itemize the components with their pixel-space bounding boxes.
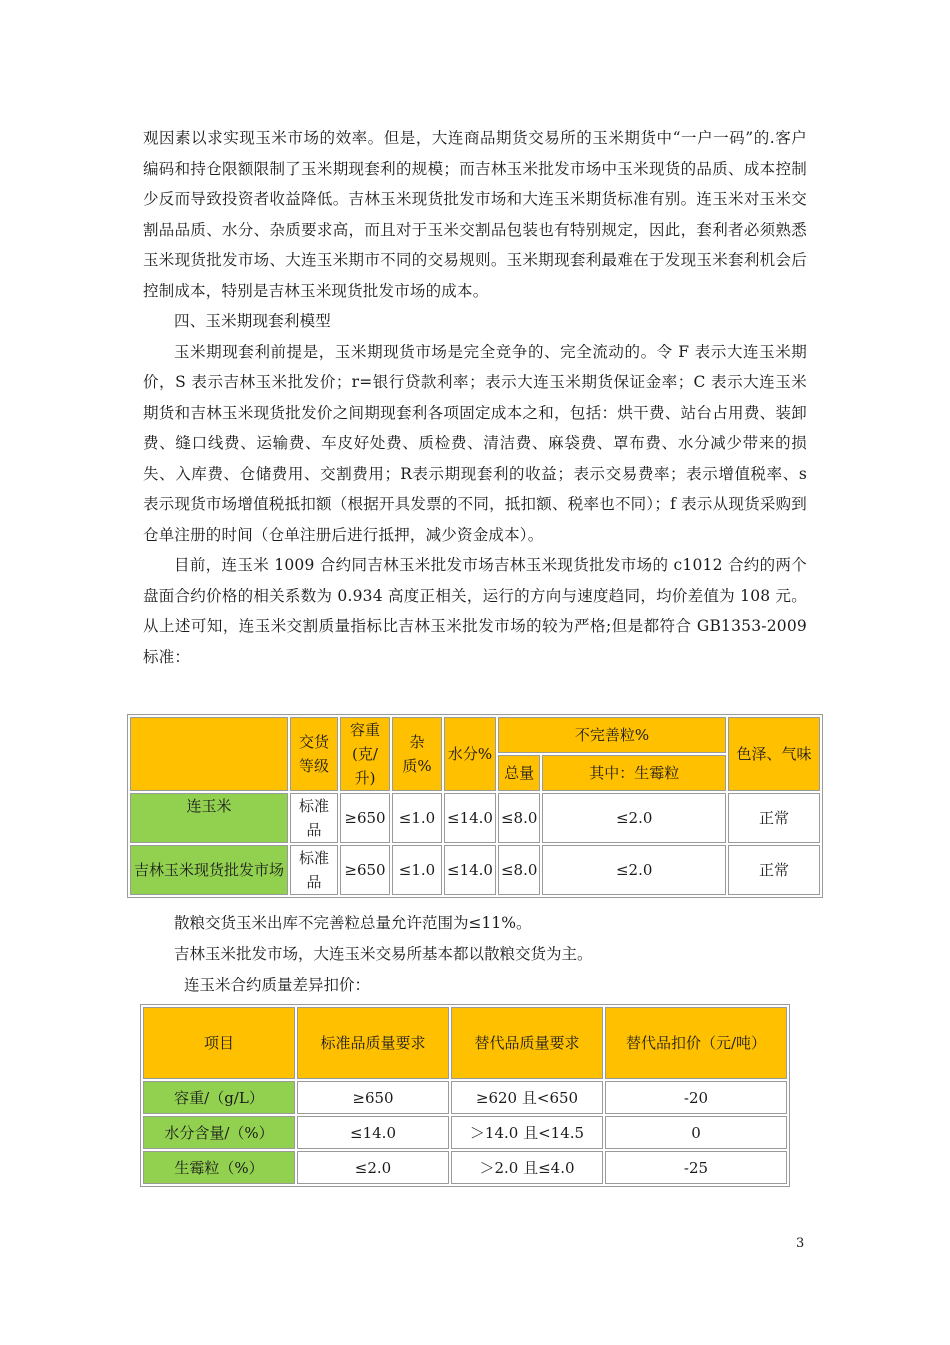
table2-cell: ≤14.0 xyxy=(297,1116,449,1149)
quality-standards-table xyxy=(127,714,823,898)
table2-row-label: 容重/（g/L） xyxy=(143,1081,295,1114)
table2-row-label: 水分含量/（%） xyxy=(143,1116,295,1149)
body-text xyxy=(143,123,807,672)
table2-cell: ＞14.0 且<14.5 xyxy=(451,1116,603,1149)
page-number: 3 xyxy=(796,1236,805,1251)
note-2: 吉林玉米批发市场，大连玉米交易所基本都以散粮交货为主。 xyxy=(174,945,593,963)
table2-cell: -25 xyxy=(605,1151,787,1184)
table1-cell: ≥650 xyxy=(340,793,390,843)
table1-cell: 标准品 xyxy=(290,793,338,843)
table2-cell: ≥650 xyxy=(297,1081,449,1114)
table1-header-color: 色泽、气味 xyxy=(728,717,820,791)
table1-cell: ≤14.0 xyxy=(444,793,496,843)
quality-discount-table xyxy=(140,1004,790,1187)
table1-cell: ≤1.0 xyxy=(392,793,442,843)
section-heading: 四、玉米期现套利模型 xyxy=(174,312,332,330)
table2-cell: ≤2.0 xyxy=(297,1151,449,1184)
table1-cell: ≥650 xyxy=(340,845,390,895)
table1-header-moisture: 水分% xyxy=(444,717,496,791)
table1-row-label: 吉林玉米现货批发市场 xyxy=(130,845,288,895)
paragraph-3: 目前，连玉米 1009 合约同吉林玉米批发市场吉林玉米现货批发市场的 c1012 合约的两个盘面合约价格的相关系数为 0.934 高度正相关，运行的方向与速度趋同，均价差值为 108 元。从上述可知，连玉米交割质量指标比吉林玉米批发市场的较为严格;但是都符合 GB1353-2009 标准： xyxy=(143,556,807,666)
table1-header-imperfect: 不完善粒% xyxy=(498,717,726,753)
table2-cell: ＞2.0 且≤4.0 xyxy=(451,1151,603,1184)
table2-header-standard: 标准品质量要求 xyxy=(297,1007,449,1079)
table1-cell: ≤2.0 xyxy=(542,845,726,895)
table2-row-label: 生霉粒（%） xyxy=(143,1151,295,1184)
table2-header-discount: 替代品扣价（元/吨） xyxy=(605,1007,787,1079)
note-1: 散粮交货玉米出库不完善粒总量允许范围为≤11%。 xyxy=(174,914,532,932)
table1-cell: ≤1.0 xyxy=(392,845,442,895)
note-3: 连玉米合约质量差异扣价： xyxy=(184,976,371,994)
table1-cell: 标准品 xyxy=(290,845,338,895)
table1-cell: 正常 xyxy=(728,845,820,895)
paragraph-2: 玉米期现套利前提是，玉米期现货市场是完全竞争的、完全流动的。令 F 表示大连玉米期价，S 表示吉林玉米批发价；r=银行贷款利率；表示大连玉米期货保证金率；C 表示大连玉米期货和吉林玉米现货批发价之间期现套利各项固定成本之和，包括：烘干费、站台占用费、装卸费、缝口线费、运输费、车皮好处费、质检费、清洁费、麻袋费、罩布费、水分减少带来的损失、入库费、仓储费用、交割费用；R表示期现套利的收益；表示交易费率；表示增值税率、s 表示现货市场增值税抵扣额（根据开具发票的不同，抵扣额、税率也不同）；f 表示从现货采购到仓单注册的时间（仓单注册后进行抵押，减少资金成本）。 xyxy=(143,342,807,544)
paragraph-1: 观因素以求实现玉米市场的效率。但是，大连商品期货交易所的玉米期货中“一户一码”的.客户编码和持仓限额限制了玉米期现套利的规模；而吉林玉米批发市场中玉米现货的品质、成本控制少反而导致投资者收益降低。吉林玉米现货批发市场和大连玉米期货标准有别。连玉米对玉米交割品品质、水分、杂质要求高，而且对于玉米交割品包装也有特别规定，因此，套利者必须熟悉玉米现货批发市场、大连玉米期市不同的交易规则。玉米期现套利最难在于发现玉米套利机会后控制成本，特别是吉林玉米现货批发市场的成本。 xyxy=(143,129,807,300)
table2-cell: -20 xyxy=(605,1081,787,1114)
table1-header-weight: 容重(克/升) xyxy=(340,717,390,791)
table1-corner-cell xyxy=(130,717,288,791)
table1-cell: ≤8.0 xyxy=(498,845,540,895)
table1-header-grade: 交货等级 xyxy=(290,717,338,791)
table2-header-substitute: 替代品质量要求 xyxy=(451,1007,603,1079)
table2-header-item: 项目 xyxy=(143,1007,295,1079)
table1-header-total: 总量 xyxy=(498,755,540,791)
table1-header-impurity: 杂质% xyxy=(392,717,442,791)
table1-cell: 正常 xyxy=(728,793,820,843)
table1-cell: ≤14.0 xyxy=(444,845,496,895)
table1-header-mildew: 其中：生霉粒 xyxy=(542,755,726,791)
table2-cell: ≥620 且<650 xyxy=(451,1081,603,1114)
table1-cell: ≤2.0 xyxy=(542,793,726,843)
table1-row-label: 连玉米 xyxy=(130,793,288,843)
table1-cell: ≤8.0 xyxy=(498,793,540,843)
table2-cell: 0 xyxy=(605,1116,787,1149)
